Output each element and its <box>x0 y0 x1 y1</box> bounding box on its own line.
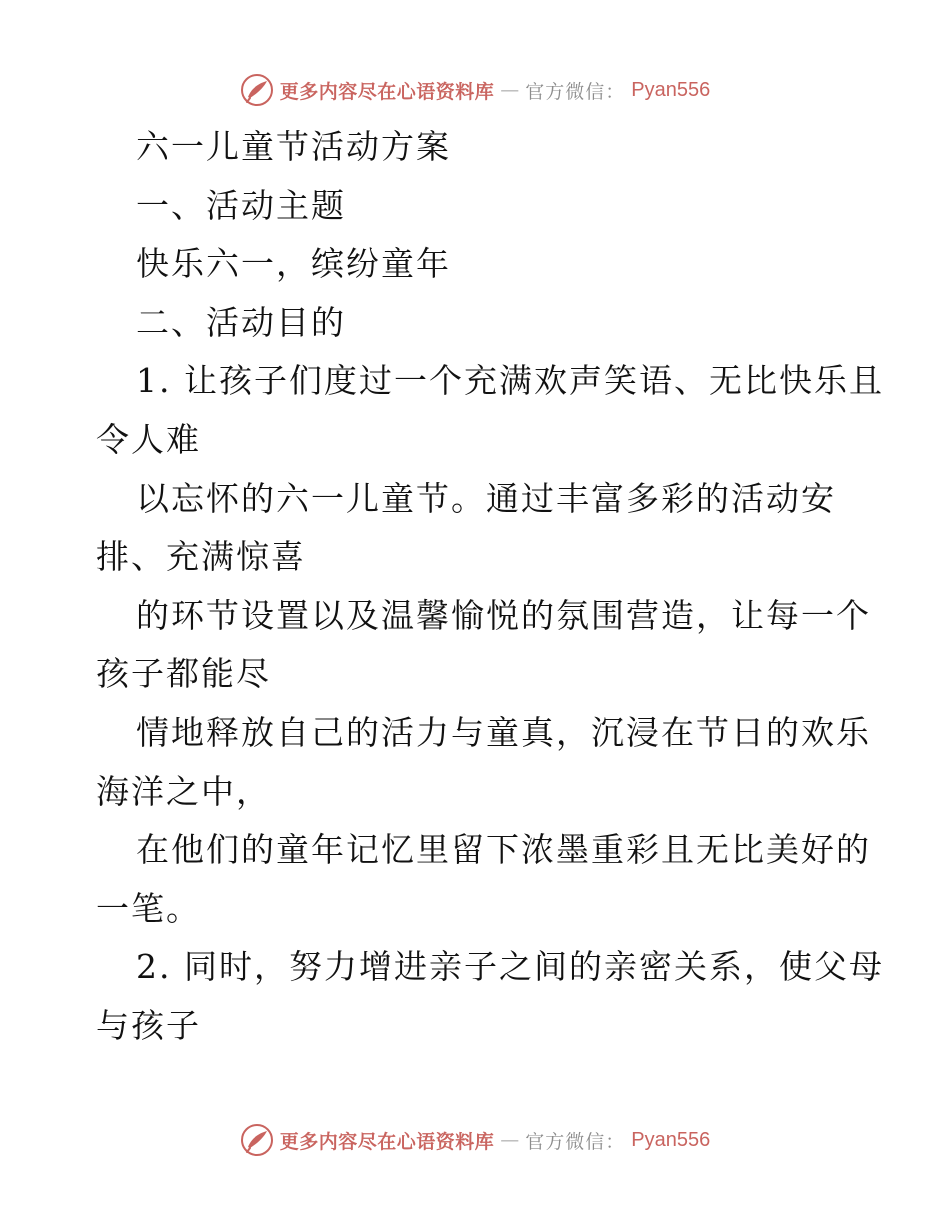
document-body <box>96 118 884 1056</box>
footer-watermark <box>0 1120 950 1160</box>
watermark-sub-text: 官方微信： <box>525 80 626 103</box>
document-line: 快乐六一，缤纷童年 <box>136 244 451 284</box>
document-line: 与孩子 <box>96 1005 201 1045</box>
watermark-group <box>240 1123 711 1157</box>
document-line: 以忘怀的六一儿童节。通过丰富多彩的活动安 <box>136 478 836 518</box>
document-line: 六一儿童节活动方案 <box>136 127 451 166</box>
header-watermark <box>0 70 950 110</box>
document-line: 情地释放自己的活力与童真，沉浸在节日的欢乐 <box>136 712 871 752</box>
document-line: 海洋之中， <box>96 771 271 811</box>
document-line: 一笔。 <box>96 888 201 928</box>
watermark-wechat-id: Pyan556 <box>631 78 711 101</box>
pen-logo-icon <box>240 73 274 107</box>
watermark-main-text: 更多内容尽在心语资料库 <box>279 80 495 103</box>
document-line: 令人难 <box>96 419 201 459</box>
document-line: 的环节设置以及温馨愉悦的氛围营造，让每一个 <box>136 595 871 635</box>
document-line: 2. 同时，努力增进亲子之间的亲密关系，使父母 <box>136 947 884 987</box>
document-line: 二、活动目的 <box>136 302 346 342</box>
watermark-dash: — <box>500 1129 520 1151</box>
document-line: 孩子都能尽 <box>96 654 271 694</box>
document-line: 排、充满惊喜 <box>96 537 306 577</box>
watermark-wechat-id: Pyan556 <box>631 1128 711 1151</box>
document-line: 一、活动主题 <box>136 185 346 225</box>
document-line: 1. 让孩子们度过一个充满欢声笑语、无比快乐且 <box>136 361 884 401</box>
watermark-group <box>240 73 711 107</box>
pen-logo-icon <box>240 1123 274 1157</box>
watermark-main-text: 更多内容尽在心语资料库 <box>279 1130 495 1153</box>
watermark-sub-text: 官方微信： <box>525 1130 626 1153</box>
watermark-dash: — <box>500 79 520 101</box>
document-line: 在他们的童年记忆里留下浓墨重彩且无比美好的 <box>136 830 871 870</box>
